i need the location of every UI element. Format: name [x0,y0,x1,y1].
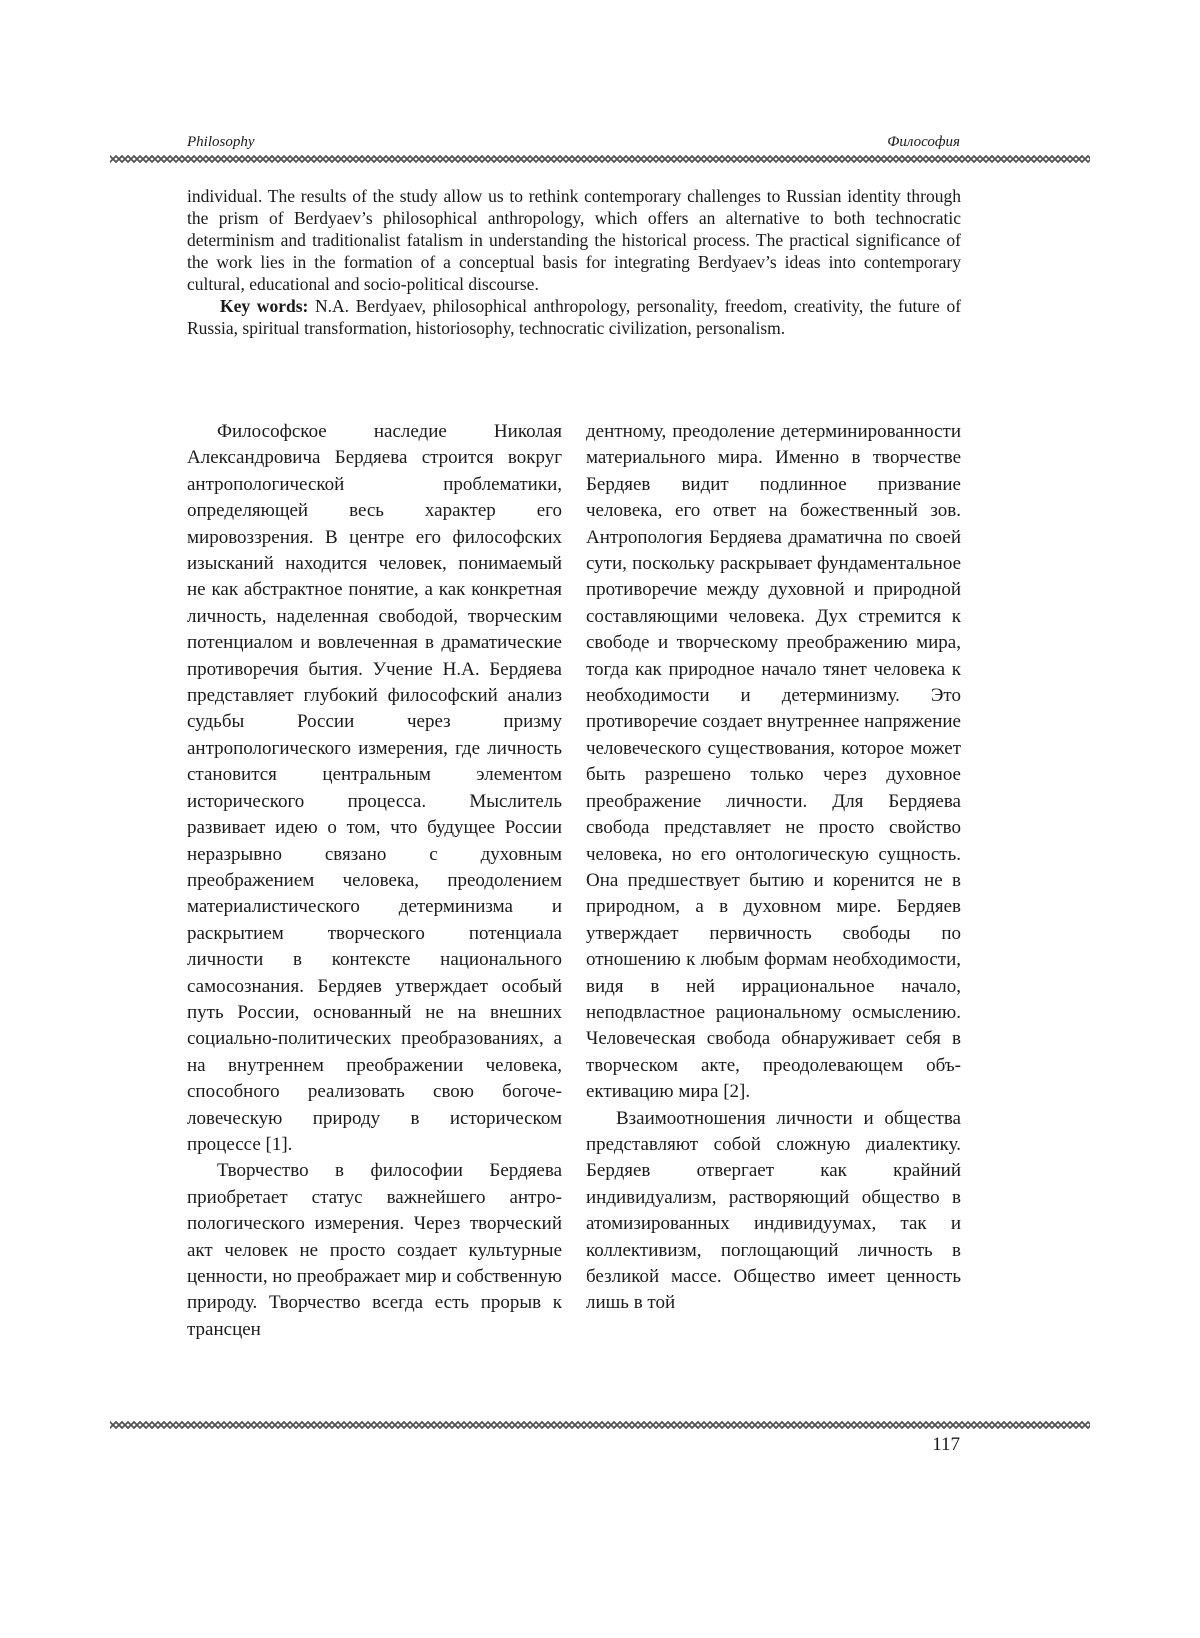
header-section-en: Philosophy [187,134,255,150]
paragraph: Взаимоотношения личности и общества представляют собой сложную диалектику. Бердяев отвергает как крайний индивидуализм, растворяющий общество в атомизированных индивидуумах, так и коллективизм, поглощающий личность в безликой массе. Общество имеет ценность лишь в той [586,1107,961,1314]
keywords-label: Key words: [220,296,309,316]
abstract-text: individual. The results of the study allow us to rethink contemporary challenges to Russian identity through the prism of Berdyaev’s philosophical anthropology, which offers an alternative to both technocratic determinism and traditionalist fatalism in understanding the historical process. The practical significance of the work lies in the formation of a conceptual basis for integrating Berdyaev’s ideas into contemporary cultural, educational and socio-political discourse. [187,186,961,294]
top-ornament-divider [110,155,1090,163]
right-column [586,419,961,1317]
abstract-block [187,185,961,339]
keywords-line [187,295,961,339]
page-number: 117 [932,1434,960,1455]
keywords-list: N.A. Berdyaev, philosophical anthropology, personality, freedom, creativity, the future of Russia, spiritual transformation, historiosophy, technocratic civilization, personalism. [187,296,962,338]
header-section-ru: Философия [887,134,960,150]
paragraph: Философское наследие Николая Александровича Бердяева строится вокруг антропологической проблематики, определяющей весь характер его мировоззрения. В центре его философских изысканий находится человек, понимаемый не как абстрактное понятие, а как конкретная личность, наделенная свободой, творческим потенциалом и вовлеченная в драматические противоречия бытия. Учение Н.А. Бердяева представляет глубокий философский анализ судьбы России через призму антропологического измерения, где личность становится центральным элементом исторического процесса. Мыслитель развивает идею о том, что будущее России неразрывно связано с духовным преображением человека, преодолением материалистического детерминизма и раскрытием творческого потенциала личности в контексте национального самосознания. Бердяев утверждает особый путь России, основанный не на внешних социально-политических преобразованиях, а на внутреннем преображении человека, способного реализовать свою богочеловеческую природу в историческом процессе [1]. [187,421,562,1155]
running-header [187,134,960,154]
bottom-ornament-divider [110,1421,1090,1429]
paragraph: Творчество в философии Бердяева приобретает статус важнейшего антропологического измерения. Через творческий акт человек не просто создает культурные ценности, но преображает мир и собственную природу. Творчество всегда есть прорыв к трансцен [187,1160,562,1340]
paragraph: дентному, преодоление детерминированности материального мира. Именно в творчестве Бердяев видит подлинное призвание человека, его ответ на божественный зов. Антропология Бердяева драматична по своей сути, поскольку раскрывает фундаментальное противоречие между духовной и природной составляющими человека. Дух стремится к свободе и творческому преображению мира, тогда как природное начало тянет человека к необходимости и детерминизму. Это противоречие создает внутреннее напряжение человеческого существования, которое может быть разрешено только через духовное преображение личности. Для Бердяева свобода представляет не просто свойство человека, но его онтологическую сущность. Она предшествует бытию и коренится не в природном, а в духовном мире. Бердяев утверждает первичность свободы по отношению к любым формам необходимости, видя в ней иррациональное начало, неподвластное рациональному осмыслению. Человеческая свобода обнаруживает себя в творческом акте, преодолевающем объективацию мира [2]. [586,421,961,1103]
left-column [187,419,562,1343]
